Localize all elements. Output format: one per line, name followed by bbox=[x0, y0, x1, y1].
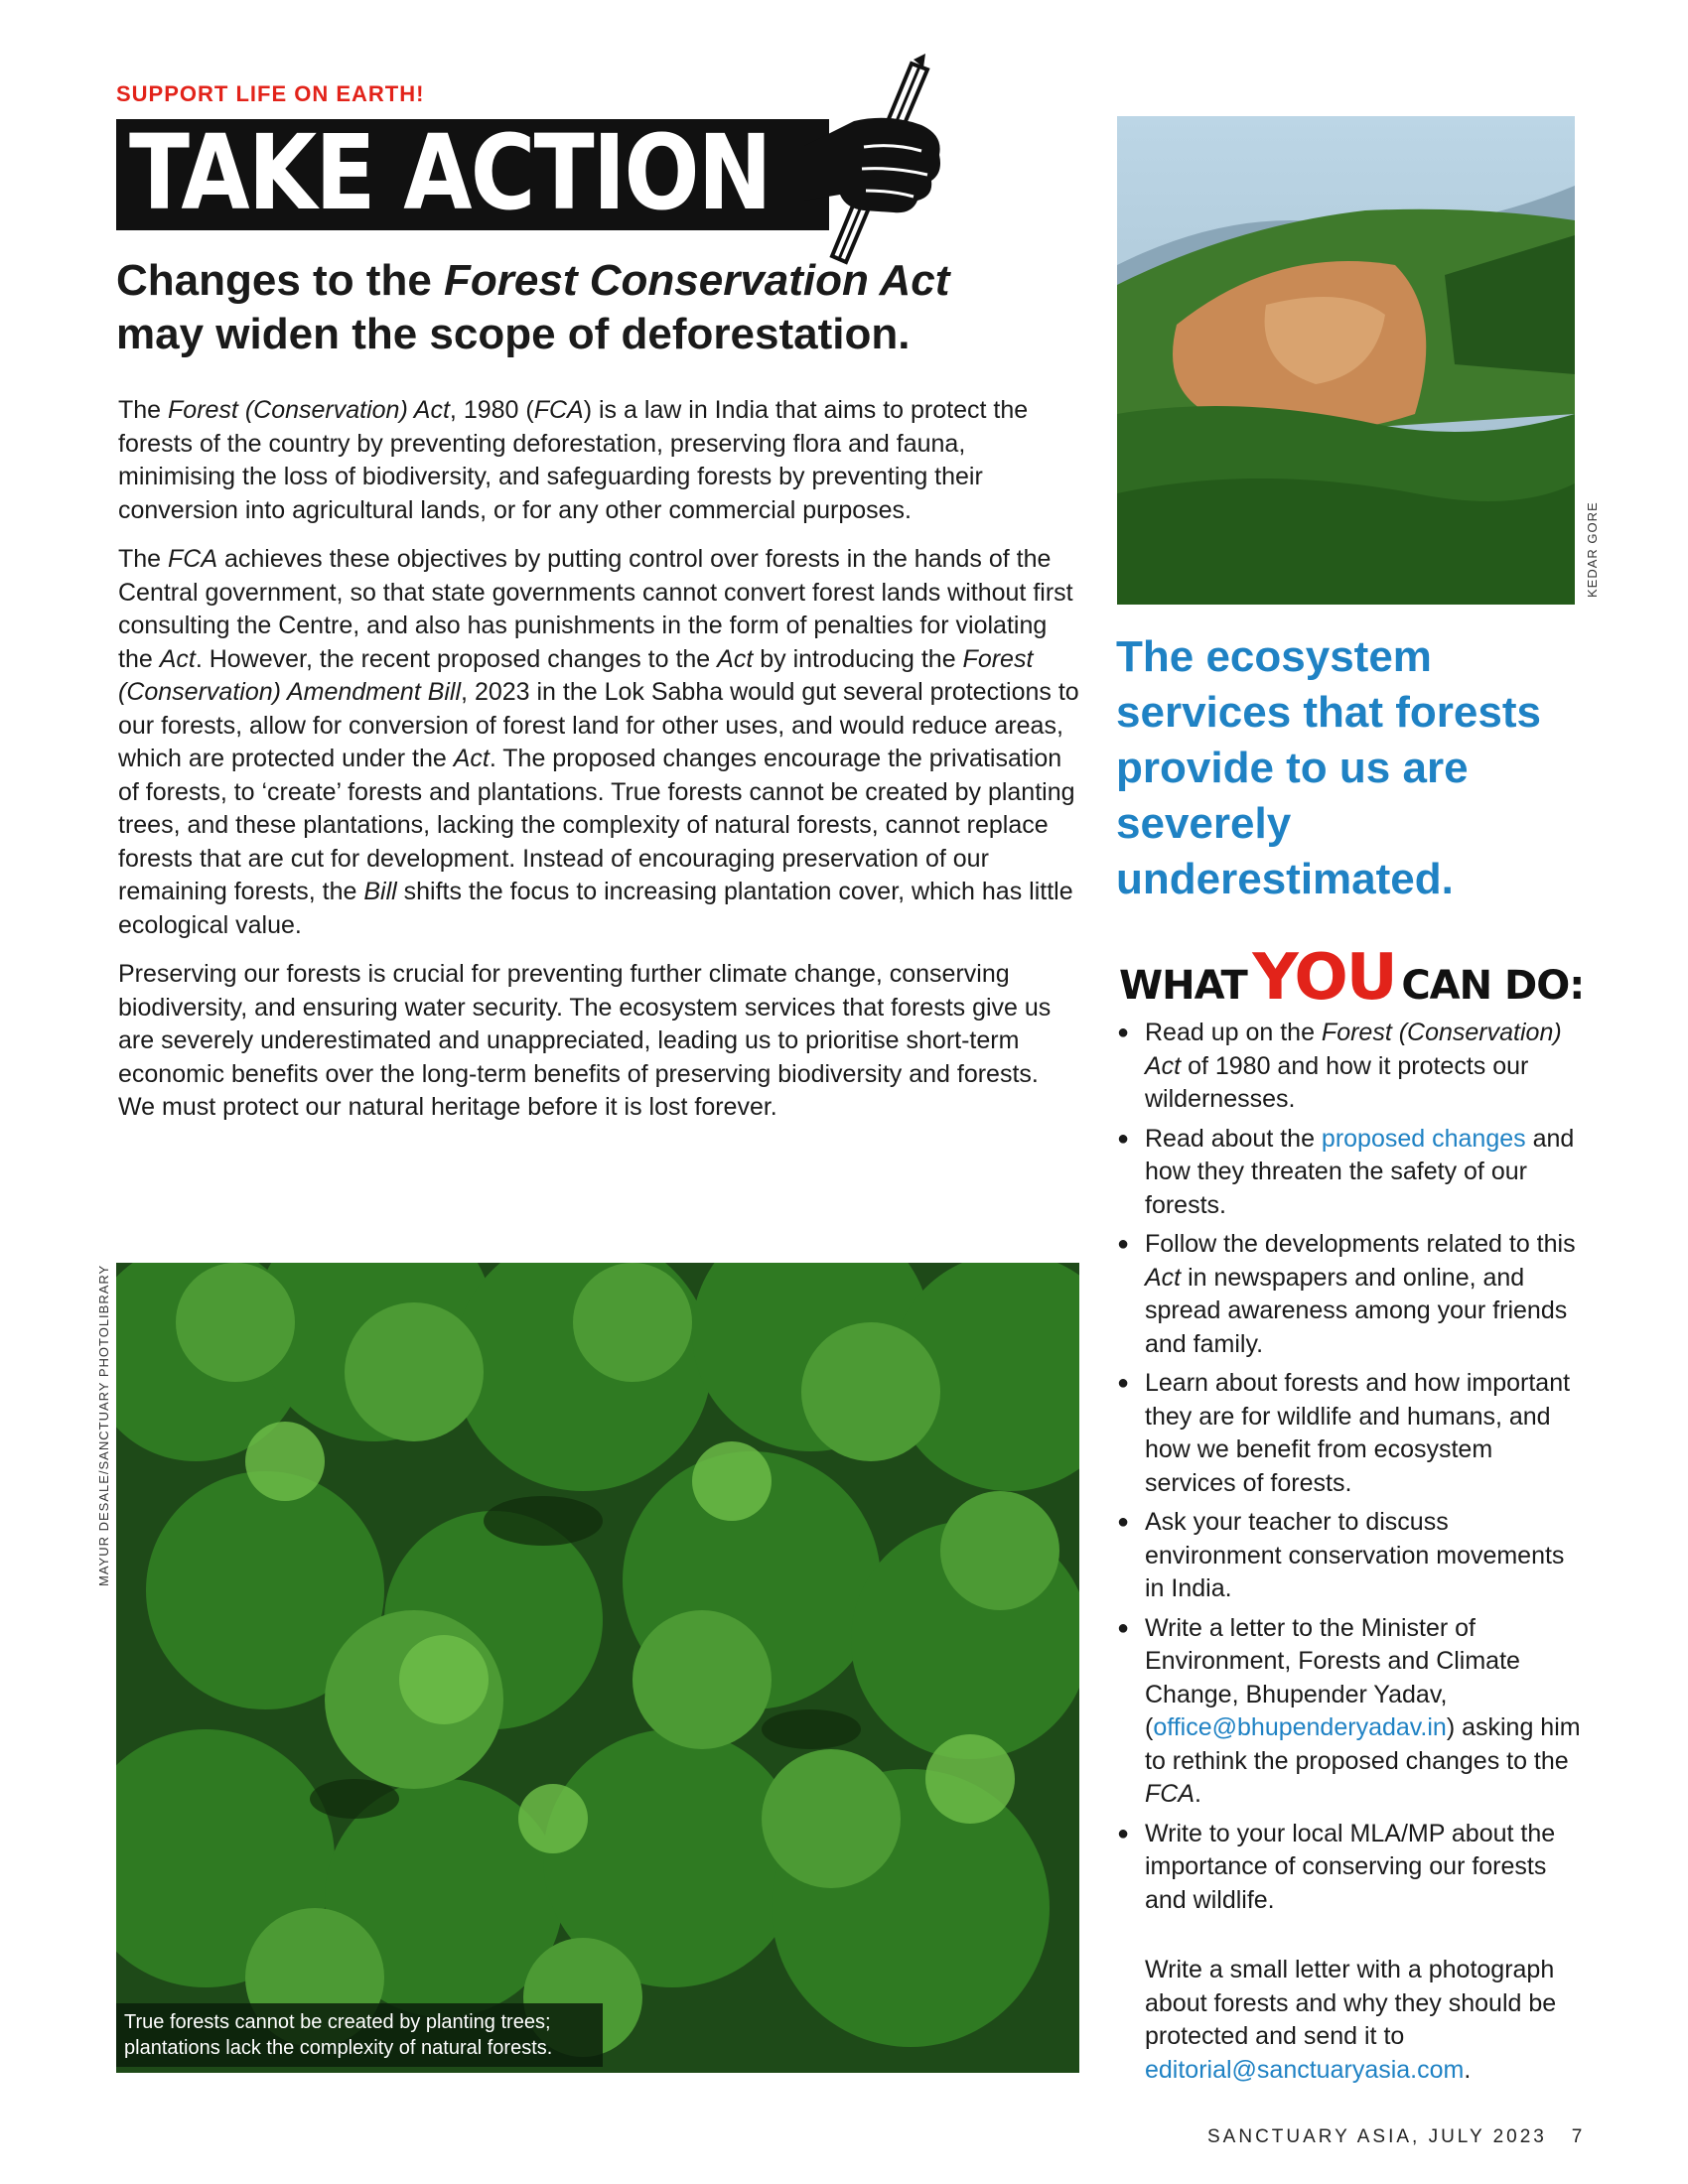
fist-pencil-icon bbox=[794, 52, 968, 265]
text-run: Write a small letter with a photograph about forests and why they should be protected and send it to bbox=[1145, 1956, 1557, 2050]
text-run: . bbox=[1464, 2055, 1472, 2084]
text-run: in newspapers and online, and spread awareness among your friends and family. bbox=[1145, 1263, 1568, 1358]
bullet-icon: ● bbox=[1117, 1372, 1130, 1394]
top-photo-credit: KEDAR GORE bbox=[1585, 501, 1600, 598]
headline-line2: may widen the scope of deforestation. bbox=[116, 310, 911, 358]
text-run: and how they threaten the safety of our forests. bbox=[1145, 1124, 1575, 1219]
text-run: The bbox=[118, 545, 169, 573]
text-run: . bbox=[1195, 1780, 1201, 1808]
headline bbox=[116, 254, 1069, 361]
headline-prefix: Changes to the bbox=[116, 256, 445, 305]
italic-text: Act bbox=[453, 745, 490, 772]
text-run: ) is a law in India that aims to protect the forests of the country by preventing deforestation, preserving flora and fauna, minimising the loss of biodiversity, and safeguarding forests by preventing their conversion into agricultural lands, or for any other commercial purposes. bbox=[118, 396, 1029, 524]
paragraph-1 bbox=[118, 394, 1081, 527]
banner-title: TAKE ACTION bbox=[129, 112, 771, 233]
text-run: , 2023 in the Lok Sabha would gut several protections to our forests, allow for conversion of forest land for other uses, and would reduce areas, which are protected under the bbox=[118, 678, 1079, 772]
text-link[interactable]: editorial@sanctuaryasia.com bbox=[1145, 2055, 1465, 2084]
title-what: WHAT bbox=[1119, 963, 1247, 1009]
main-photo-credit: MAYUR DESALE/SANCTUARY PHOTOLIBRARY bbox=[96, 1264, 111, 1586]
text-run: . However, the recent proposed changes to the bbox=[195, 644, 718, 673]
bullet-icon: ● bbox=[1117, 1233, 1130, 1255]
italic-text: Forest (Conservation) Amendment Bill bbox=[118, 644, 1034, 706]
photo-caption bbox=[116, 2003, 603, 2067]
title-you: YOU bbox=[1252, 941, 1396, 1015]
italic-text: FCA bbox=[1145, 1780, 1195, 1808]
text-run: , 1980 ( bbox=[449, 396, 534, 424]
publication-name: SANCTUARY ASIA, JULY 2023 bbox=[1207, 2126, 1547, 2147]
bullet-icon: ● bbox=[1117, 1511, 1130, 1533]
headline-act-name: Forest Conservation Act bbox=[444, 256, 950, 305]
italic-text: Act bbox=[159, 644, 196, 673]
list-item bbox=[1117, 1818, 1584, 1918]
text-run: by introducing the bbox=[753, 644, 963, 673]
italic-text: Forest (Conservation) Act bbox=[168, 396, 450, 424]
text-run: Write a letter to the Minister of Environment, Forests and Climate Change, Bhupender Yadav, ( bbox=[1145, 1613, 1520, 1741]
italic-text: Bill bbox=[363, 878, 397, 905]
deforested-hill-photo bbox=[1117, 116, 1575, 605]
forest-canopy-photo bbox=[116, 1263, 1079, 2073]
text-run: Follow the developments related to this bbox=[1145, 1230, 1576, 1258]
list-item bbox=[1117, 1506, 1584, 1606]
bullet-icon: ● bbox=[1117, 1127, 1130, 1150]
text-run: shifts the focus to increasing plantation cover, which has little ecological value. bbox=[118, 878, 1073, 939]
paragraph-3 bbox=[118, 958, 1081, 1125]
caption-line-2: plantations lack the complexity of natural forests. bbox=[124, 2037, 553, 2059]
list-item bbox=[1117, 1017, 1584, 1117]
kicker: SUPPORT LIFE ON EARTH! bbox=[116, 81, 425, 106]
list-item bbox=[1117, 1123, 1584, 1223]
title-can-do: CAN DO: bbox=[1401, 963, 1585, 1009]
text-run: . The proposed changes encourage the privatisation of forests, to ‘create’ forests and plantations. True forests cannot be created by planting trees, and these plantations, lacking the complexity of natural forests, cannot replace forests that are cut for development. Instead of encouraging preservation of our remaining forests, the bbox=[118, 745, 1075, 905]
text-link[interactable]: office@bhupenderyadav.in bbox=[1153, 1713, 1447, 1741]
italic-text: FCA bbox=[533, 396, 584, 424]
bullet-icon: ● bbox=[1117, 1822, 1130, 1844]
text-run: Read up on the bbox=[1145, 1019, 1322, 1046]
italic-text: Act bbox=[717, 644, 754, 673]
text-run: Write to your local MLA/MP about the importance of conserving our forests and wildlife. bbox=[1145, 1819, 1556, 1914]
what-you-can-do-title bbox=[1119, 941, 1584, 1015]
text-run: ) asking him to rethink the proposed changes to the bbox=[1145, 1713, 1581, 1775]
text-run: achieves these objectives by putting control over forests in the hands of the Central government, so that state governments cannot convert forest lands without first consulting the Centre, and also has punishments in the form of penalties for violating the bbox=[118, 545, 1073, 673]
list-item bbox=[1117, 1228, 1584, 1361]
list-item bbox=[1117, 1367, 1584, 1500]
text-run: Ask your teacher to discuss environment conservation movements in India. bbox=[1145, 1508, 1565, 1602]
text-run: Preserving our forests is crucial for preventing further climate change, conserving biodiversity, and ensuring water security. The ecosystem services that forests give us are severely underestimated and unappreciated, leading us to prioritise short-term economic benefits over the long-term benefits of preserving biodiversity and forests. We must protect our natural heritage before it is lost forever. bbox=[118, 960, 1052, 1121]
caption-line-1: True forests cannot be created by planting trees; bbox=[124, 2011, 551, 2033]
italic-text: Forest (Conservation) Act bbox=[1145, 1019, 1562, 1080]
text-link[interactable]: proposed changes bbox=[1321, 1124, 1526, 1153]
list-item bbox=[1117, 1612, 1584, 1812]
text-run: Learn about forests and how important they are for wildlife and humans, and how we benefit from ecosystem services of forests. bbox=[1145, 1369, 1571, 1497]
pull-quote: The ecosystem services that forests provide to us are severely underestimated. bbox=[1116, 632, 1541, 903]
italic-text: FCA bbox=[168, 545, 218, 573]
bullet-icon: ● bbox=[1117, 1616, 1130, 1639]
article-body bbox=[118, 394, 1081, 1141]
closing-note bbox=[1145, 1954, 1587, 2087]
text-run: The bbox=[118, 396, 169, 424]
bullet-icon: ● bbox=[1117, 1022, 1130, 1043]
page-footer bbox=[1207, 2126, 1585, 2148]
italic-text: Act bbox=[1145, 1263, 1182, 1292]
paragraph-2 bbox=[118, 543, 1081, 942]
page-number: 7 bbox=[1571, 2126, 1586, 2147]
action-list bbox=[1117, 1017, 1584, 1923]
text-run: of 1980 and how it protects our wildernesses. bbox=[1145, 1051, 1529, 1113]
text-run: Read about the bbox=[1145, 1124, 1322, 1153]
